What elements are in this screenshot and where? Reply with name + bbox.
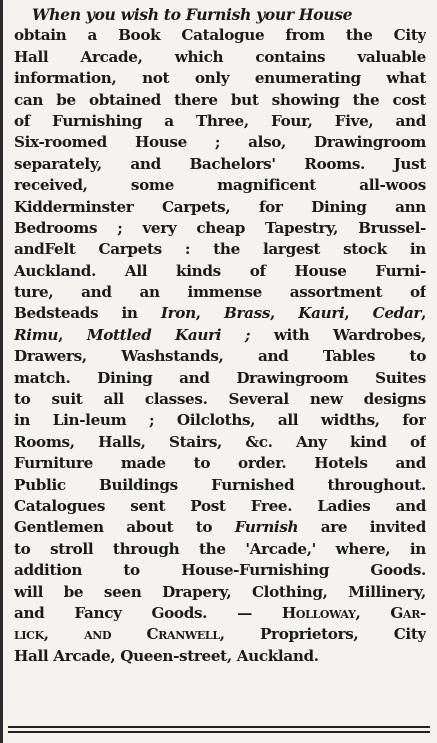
wood-brass: Brass [224, 304, 271, 323]
text-segment: , [195, 304, 225, 323]
advert-line: in Lin-leum ; Oilcloths, all widths, for [14, 411, 426, 430]
advert-line: Hall Arcade, which contains valuable [14, 47, 426, 66]
advert-line-rimu [14, 325, 426, 346]
advert-address: Hall Arcade, Queen-street, Auckland. [14, 646, 319, 665]
text-segment: Bedsteads in [14, 304, 161, 323]
advert-line: Drawers, Washstands, and Tables to [14, 347, 426, 366]
advert-line: obtain a Book Catalogue from the City [14, 26, 426, 45]
bottom-rule [8, 726, 430, 728]
text-segment: and Fancy Goods. — [14, 603, 282, 622]
advert-line: Public Buildings Furnished throughout. [14, 475, 426, 494]
advert-line-holloway [14, 603, 426, 624]
advert-line-woods [14, 303, 426, 324]
bottom-rule-double [8, 731, 430, 733]
advert-line: ture, and an immense assortment of [14, 283, 426, 302]
advert-line: Rooms, Halls, Stairs, &c. Any kind of [14, 432, 426, 451]
advert-line: addition to House-Furnishing Goods. [14, 561, 426, 580]
furnish-word: Furnish [234, 518, 299, 537]
text-segment: , [344, 304, 373, 323]
text-segment: , [270, 304, 299, 323]
wood-iron: Iron [160, 304, 196, 323]
advert-line-furnish [14, 517, 426, 538]
proprietor-names: lick, and Cranwell, [14, 625, 225, 644]
advert-line: Catalogues sent Post Free. Ladies and [14, 496, 426, 515]
wood-rimu: Rimu [14, 325, 59, 344]
wood-cedar: Cedar [372, 304, 422, 323]
advert-line: separately, and Bachelors' Rooms. Just [14, 154, 426, 173]
text-segment: Gentlemen about to [14, 518, 235, 537]
text-segment: , [58, 325, 87, 344]
advert-line: can be obtained there but showing the cost [14, 90, 426, 109]
advert-line: to stroll through the 'Arcade,' where, in [14, 539, 426, 558]
advert-line: Auckland. All kinds of House Furni- [14, 261, 426, 280]
advert-line: Bedrooms ; very cheap Tapestry, Brussel- [14, 218, 426, 237]
advert-line: will be seen Drapery, Clothing, Millinery, [14, 582, 426, 601]
wood-mottled-kauri: Mottled Kauri ; [86, 325, 251, 344]
text-segment: are invited [298, 518, 426, 537]
advert-line: match. Dining and Drawingroom Suites [14, 368, 426, 387]
column-rule-left [0, 0, 3, 743]
text-segment: , [421, 304, 426, 323]
wood-kauri: Kauri [298, 304, 345, 323]
advert-line: received, some magnificent all-woos [14, 176, 426, 195]
text-segment: with Wardrobes, [250, 325, 426, 344]
advert-line-lick [14, 624, 426, 645]
advert-line: Furniture made to order. Hotels and [14, 454, 426, 473]
proprietor-names: Holloway, Gar- [281, 603, 426, 622]
advert-line: Six-roomed House ; also, Drawingroom [14, 133, 426, 152]
text-segment: Proprietors, City [224, 625, 426, 644]
furniture-advertisement [14, 4, 426, 667]
advert-line: information, not only enumerating what [14, 69, 426, 88]
advert-line: of Furnishing a Three, Four, Five, and [14, 111, 426, 130]
advert-line: Kidderminster Carpets, for Dining ann [14, 197, 426, 216]
advert-line: andFelt Carpets : the largest stock in [14, 240, 426, 259]
advert-heading: When you wish to Furnish your House [32, 5, 353, 24]
advert-line: to suit all classes. Several new designs [14, 390, 426, 409]
